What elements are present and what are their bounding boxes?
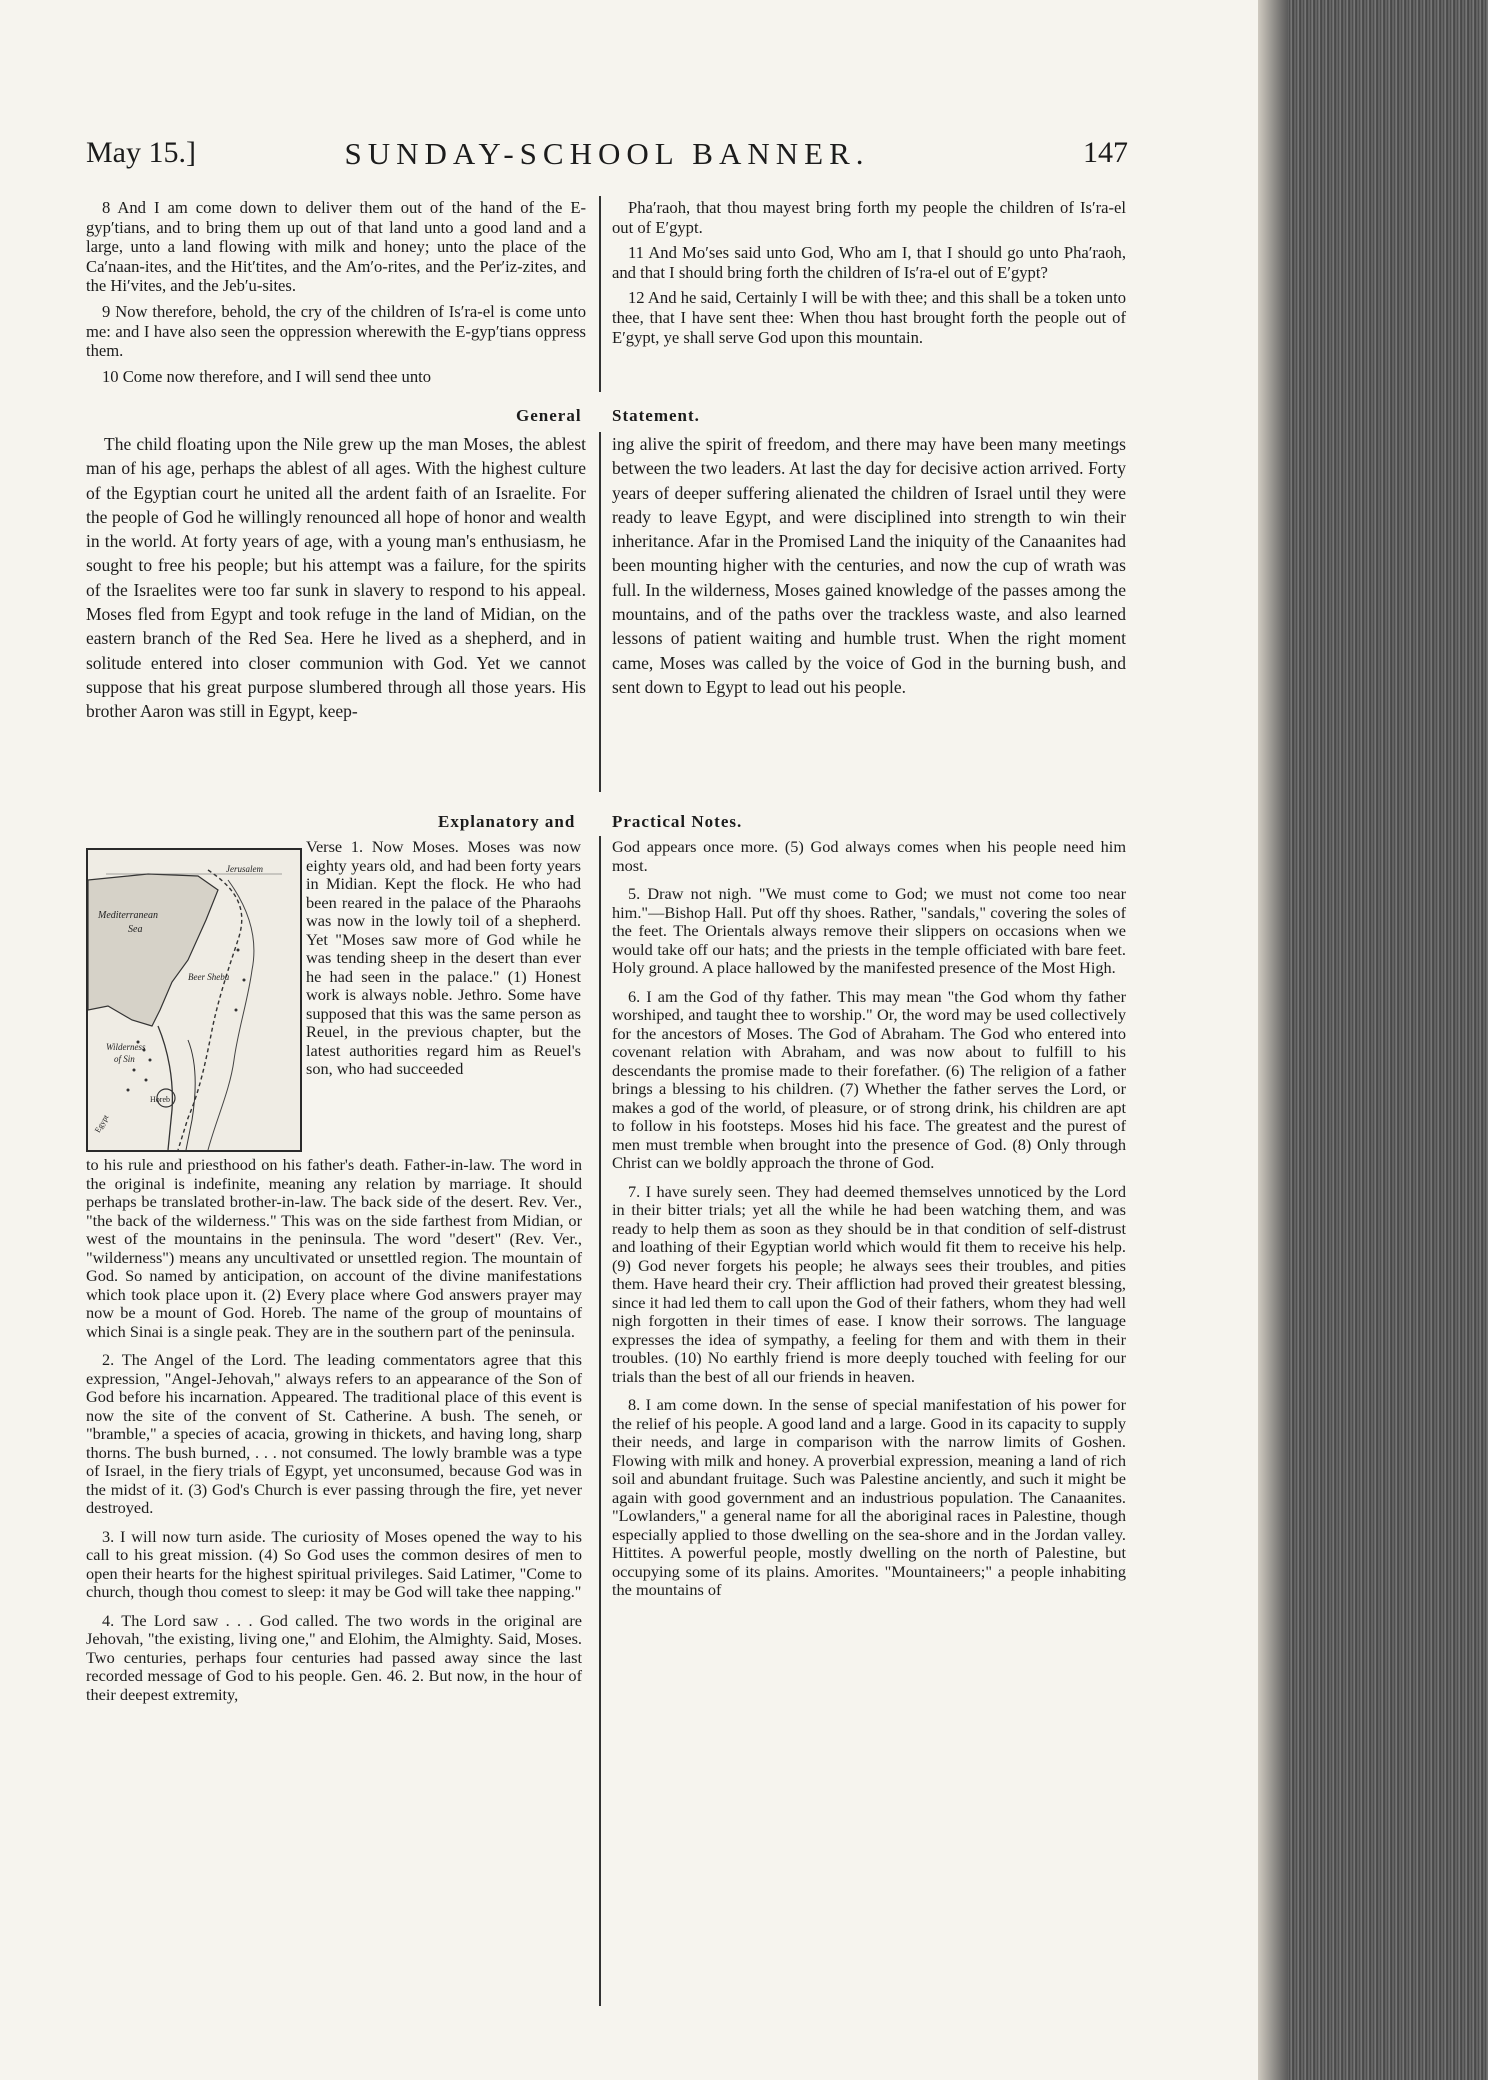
running-header [86,136,1128,180]
map-label: Sea [128,924,143,935]
book-page-edges [1258,0,1488,2080]
scripture-verse: 10 Come now therefore, and I will send thee unto [102,366,432,386]
map-label: Egypt [92,1113,111,1135]
column-rule [599,432,601,792]
binding-shadow [1258,0,1288,2080]
general-statement-right [612,432,1126,699]
scripture-verse: 12 And he said, Certainly I will be with thee; and this shall be a token unto thee, that I have sent thee: When thou hast brought forth the people out of E′gypt, ye shall serve God upon this mountain. [612,288,1126,347]
map-label: Jerusalem [226,864,263,874]
map-illustration [86,848,302,1152]
note-paragraph: 7. I have surely seen. They had deemed themselves unnoticed by the Lord in their bitter trials; yet all the while he had been watching them, and was ready to help them as soon as they should be in that condition of self-distrust and loathing of their Egyptian world which would fit them to receive his help. (9) God never forgets his people; he always sees their troubles, and pities them. Have heard their cry. Their affliction had proved their greatest blessing, since it had led them to call upon the God of their fathers, whom they had well nigh forgotten in their times of ease. I know their sorrows. The language expresses the idea of sympathy, a feeling for them and with them in their troubles. (10) No earthly friend is more deeply touched with feeling for our trials than the best of all our friends in heaven. [612,1181,1126,1386]
section-heading-general: General [516,406,582,425]
periodical-title: SUNDAY-SCHOOL BANNER. [344,136,870,171]
scripture-verse: 8 And I am come down to deliver them out of the hand of the E-gyp′tians, and to bring them up out of that land unto a good land and a large, unto a land flowing with milk and honey; unto the place of the Ca′naan-ites, and the Hit′tites, and the Am′o-rites, and the Per′iz-zites, and the Hi′vites, and the Jeb′u-sites. [86,198,586,296]
notes-right-column [612,838,1126,1610]
map-label: Horeb [150,1095,170,1104]
column-rule [599,836,601,2006]
issue-date: May 15.] [86,136,196,169]
prose-paragraph: ing alive the spirit of freedom, and there may have been many meetings between the two leaders. At last the day for decisive action arrived. Forty years of deeper suffering alienated the children of Israel until they were ready to leave Egypt, and were disciplined into strength to win their inheritance. Afar in the Promised Land the iniquity of the Canaanites had been mounting higher with the centuries, and now the cup of wrath was full. In the wilderness, Moses gained knowledge of the passes among the mountains, and of the paths over the trackless waste, and also learned lessons of patient waiting and humble trust. When the right moment came, Moses was called by the voice of God in the burning bush, and sent down to Egypt to lead out his people. [612,434,1126,697]
scripture-left-column [86,198,586,392]
note-paragraph: to his rule and priesthood on his father's death. Father-in-law. The word in the original is indefinite, meaning any relation by marriage. It should perhaps be translated brother-in-law. The back side of the desert. Rev. Ver., "the back of the wilderness." This was on the side farthest from Midian, or west of the mountains in the peninsula. The word "desert" (Rev. Ver., "wilderness") means any uncultivated or unsettled region. The mountain of God. So named by anticipation, on account of the divine manifestations which took place upon it. (2) Every place where God answers prayer may now be a mount of God. Horeb. The name of the group of mountains of which Sinai is a single peak. They are in the southern part of the peninsula. [86,1155,582,1341]
section-heading-statement: Statement. [612,406,700,425]
note-paragraph: 2. The Angel of the Lord. The leading commentators agree that this expression, "Angel-Jehovah," always refers to an appearance of the Son of God before his incarnation. Appeared. The traditional place of this event is now the site of the convent of St. Catherine. A bush. The seneh, or "bramble," a species of acacia, growing in thickets, and having long, sharp thorns. The bush burned, . . . not consumed. The lowly bramble was a type of Israel, in the fiery trials of Egypt, yet unconsumed, because God was in the midst of it. (3) God's Church is ever passing through the fire, yet never destroyed. [86,1350,582,1517]
map-label: Wilderness [106,1042,146,1052]
map-label: of Sin [114,1054,135,1064]
section-heading-practical: Practical Notes. [612,812,743,831]
scripture-verse: 11 And Mo′ses said unto God, Who am I, that I should go unto Pha′raoh, and that I should bring forth the children of Is′ra-el out of E′gypt? [612,243,1126,282]
map-label: Beer Sheba [188,972,230,982]
note-paragraph: God appears once more. (5) God always comes when his people need him most. [612,837,1126,875]
page-number: 147 [1083,136,1128,169]
notes-left-column [86,1156,582,1714]
section-heading-explanatory: Explanatory and [438,812,576,831]
note-paragraph: 6. I am the God of thy father. This may mean "the God whom thy father worshiped, and taught thee to worship." Or, the word may be used collectively for the ancestors of Moses. The God of Abraham. The God who entered into covenant relation with Abraham, and was now about to fulfill to his descendants the promise made to their forefather. (6) The religion of a father brings a blessing to his children. (7) Whether the father serves the Lord, or makes a god of the world, of pleasure, or of strong drink, his children are apt to follow in his footsteps. Moses hid his face. The greatest and the purest of men must tremble when brought into the presence of God. (8) Only through Christ can we boldly approach the throne of God. [612,986,1126,1172]
note-paragraph: 4. The Lord saw . . . God called. The two words in the original are Jehovah, "the existing, living one," and Elohim, the Almighty. Said, Moses. Two centuries, perhaps four centuries had passed away since the last recorded message of God to his people. Gen. 46. 2. But now, in the hour of their deepest extremity, [86,1610,582,1704]
prose-paragraph: The child floating upon the Nile grew up the man Moses, the ablest man of his age, perhaps the ablest of all ages. With the highest culture of the Egyptian court he united all the ardent faith of an Israelite. For the people of God he willingly renounced all hope of honor and wealth in the world. At forty years of age, with a young man's enthusiasm, he sought to free his people; but his attempt was a failure, for the spirits of the Israelites were too far sunk in slavery to respond to his appeal. Moses fled from Egypt and took refuge in the land of Midian, on the eastern branch of the Red Sea. Here he lived as a shepherd, and in solitude entered into closer communion with God. Yet we cannot suppose that his great purpose slumbered through all those years. His brother Aaron was still in Egypt, keep- [86,434,586,722]
column-rule [599,196,601,392]
note-paragraph: Verse 1. Now Moses. Moses was now eighty years old, and had been forty years in Midian. Kept the flock. He who had been reared in the palace of the Pharaohs was now in the lowly toil of a shepherd. Yet "Moses saw more of God while he was tending sheep in the desert than ever he had seen in the palace." (1) Honest work is always noble. Jethro. Some have supposed that this was the same person as Reuel, in the previous chapter, but the latest authorities regard him as Reuel's son, who had succeeded [306,837,581,1078]
map-label: Mediterranean [98,910,158,921]
scripture-verse: 9 Now therefore, behold, the cry of the children of Is′ra-el is come unto me: and I have also seen the oppression wherewith the E-gyp′tians oppress them. [86,301,586,361]
general-statement-left [86,432,586,724]
note-paragraph: 5. Draw not nigh. "We must come to God; we must not come too near him."—Bishop Hall. Put off thy shoes. Rather, "sandals," covering the soles of the feet. The Orientals always remove their slippers on occasions when we would take off our hats; and the priests in the temple officiated with bare feet. Holy ground. A place hallowed by the manifested presence of the Most High. [612,884,1126,977]
note-paragraph: 8. I am come down. In the sense of special manifestation of his power for the relief of his people. A good land and a large. Good in its capacity to supply their needs, and large in comparison with the narrow limits of Goshen. Flowing with milk and honey. A proverbial expression, meaning a land of rich soil and abundant fruitage. Such was Palestine anciently, and such it might be again with good government and an industrious population. The Canaanites. "Lowlanders," a general name for all the aboriginal races in Palestine, though especially applied to those dwelling on the sea-shore and in the Jordan valley. Hittites. A powerful people, mostly dwelling on the north of Palestine, but occupying some of its plains. Amorites. "Mountaineers;" a people inhabiting the mountains of [612,1395,1126,1599]
note-paragraph: 3. I will now turn aside. The curiosity of Moses opened the way to his call to his great mission. (4) So God uses the common desires of men to open their hearts for the highest spiritual privileges. Said Latimer, "Come to church, though thou comest to sleep: it may be God will take thee napping." [86,1526,582,1601]
notes-verse1-beside-map [306,838,581,1079]
scripture-right-column [612,198,1126,353]
scripture-verse: Pha′raoh, that thou mayest bring forth my people the children of Is′ra-el out of E′gypt. [612,198,1126,237]
